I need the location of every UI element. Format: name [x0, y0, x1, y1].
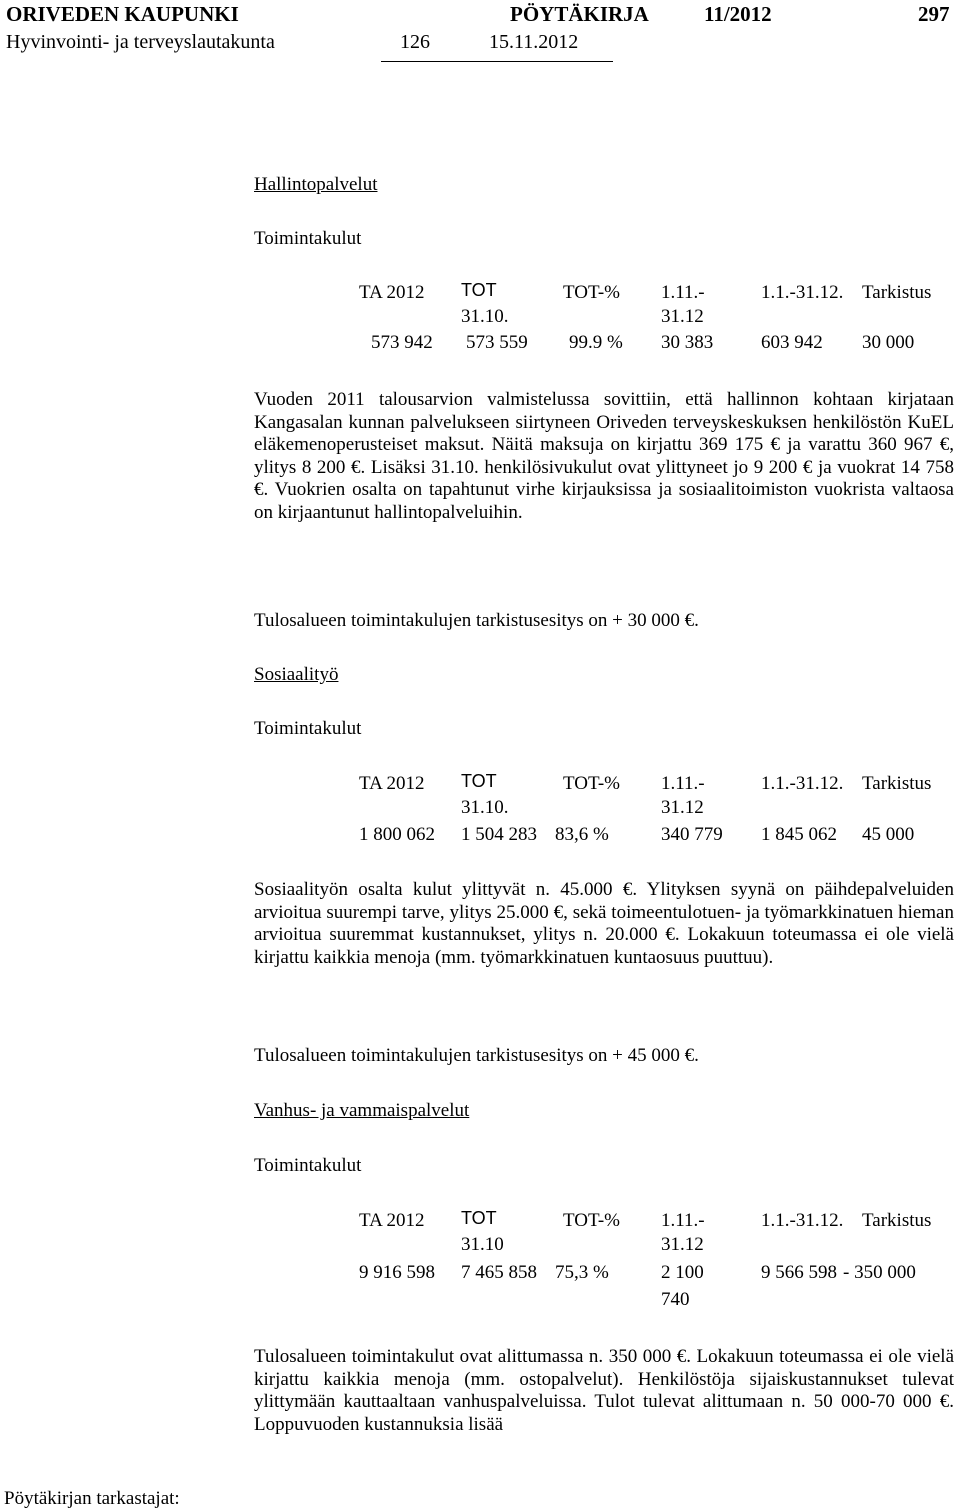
table-header-2: 31.10.: [461, 797, 509, 818]
header-rule: [381, 61, 613, 62]
table-cell: 75,3 %: [555, 1262, 609, 1283]
table-cell: 30 000: [862, 332, 915, 353]
table-header-2: 31.12: [661, 1234, 704, 1255]
table-cell: 7 465 858: [461, 1262, 537, 1283]
section-title: Vanhus- ja vammaispalvelut: [254, 1100, 470, 1121]
board-name: Hyvinvointi- ja terveyslautakunta: [6, 31, 275, 53]
org-name: ORIVEDEN KAUPUNKI: [6, 2, 239, 26]
table-header: TOT-%: [563, 1210, 620, 1231]
table-header: 1.11.-: [661, 282, 705, 303]
table-cell: 2 100: [661, 1262, 704, 1283]
table-header-2: 31.12: [661, 306, 704, 327]
section-subtitle: Toimintakulut: [254, 1155, 362, 1176]
page-number: 297: [918, 2, 950, 26]
paragraph: Tulosalueen toimintakulujen tarkistusesitys on + 45 000 €.: [254, 1045, 699, 1066]
table-header: Tarkistus: [862, 773, 932, 794]
table-cell: 45 000: [862, 824, 915, 845]
table-cell: 30 383: [661, 332, 714, 353]
table-header: TOT-%: [563, 282, 620, 303]
table-header-2: 31.12: [661, 797, 704, 818]
doc-number: 11/2012: [704, 2, 772, 26]
table-header: 1.11.-: [661, 773, 705, 794]
doc-type: PÖYTÄKIRJA: [510, 2, 649, 26]
paragraph: Tulosalueen toimintakulujen tarkistusesitys on + 30 000 €.: [254, 610, 699, 631]
section-title: Sosiaalityö: [254, 664, 339, 685]
table-header: TOT: [461, 1208, 497, 1228]
paragraph: Tulosalueen toimintakulut ovat alittumassa n. 350 000 €. Lokakuun toteumassa ei ole vielä kirjattu kaikkia menoja (mm. ostopalvelut). Henkilöstöja sijaiskustannukset tulevat ylittymään kauttaaltaan vanhuspalveluissa. Tulot tulevat alittumaan n. 50 000-70 000 €. Loppuvuoden kustannuksia lisää: [254, 1346, 954, 1435]
table-header: 1.1.-31.12.: [761, 1210, 844, 1231]
meeting-date: 15.11.2012: [489, 31, 579, 53]
table-header: 1.11.-: [661, 1210, 705, 1231]
table-cell: 603 942: [761, 332, 823, 353]
table-header: 1.1.-31.12.: [761, 282, 844, 303]
table-cell-cont: 740: [661, 1289, 690, 1310]
table-cell: 9 566 598: [761, 1262, 837, 1283]
section-number: 126: [400, 31, 430, 53]
table-header: TA 2012: [359, 282, 425, 303]
table-header: Tarkistus: [862, 282, 932, 303]
table-header: TOT: [461, 771, 497, 791]
footer-label: Pöytäkirjan tarkastajat:: [4, 1488, 180, 1509]
table-header-2: 31.10: [461, 1234, 504, 1255]
table-cell: 9 916 598: [359, 1262, 435, 1283]
table-cell: - 350 000: [843, 1262, 916, 1283]
table-header: TOT: [461, 280, 497, 300]
table-cell: 340 779: [661, 824, 723, 845]
table-cell: 1 845 062: [761, 824, 837, 845]
section-title: Hallintopalvelut: [254, 174, 378, 195]
table-cell: 573 942: [371, 332, 433, 353]
table-cell: 1 504 283: [461, 824, 537, 845]
table-header: TA 2012: [359, 773, 425, 794]
table-header-2: 31.10.: [461, 306, 509, 327]
table-cell: 573 559: [466, 332, 528, 353]
section-subtitle: Toimintakulut: [254, 228, 362, 249]
table-cell: 99.9 %: [569, 332, 623, 353]
section-subtitle: Toimintakulut: [254, 718, 362, 739]
paragraph: Sosiaalityön osalta kulut ylittyvät n. 45.000 €. Ylityksen syynä on päihdepalveluiden arvioitua suurempi tarve, ylitys 25.000 €, sekä toimeentulotuen- ja työmarkkinatuen hieman arvioitua suuremmat kustannukset, ylitys n. 20.000 €. Lokakuun toteumassa ei ole vielä kirjattu kaikkia menoja (mm. työmarkkinatuen kuntaosuus puuttuu).: [254, 879, 954, 968]
table-header: Tarkistus: [862, 1210, 932, 1231]
table-header: TA 2012: [359, 1210, 425, 1231]
table-cell: 83,6 %: [555, 824, 609, 845]
table-cell: 1 800 062: [359, 824, 435, 845]
table-header: TOT-%: [563, 773, 620, 794]
table-header: 1.1.-31.12.: [761, 773, 844, 794]
paragraph: Vuoden 2011 talousarvion valmistelussa sovittiin, että hallinnon kohtaan kirjataan Kangasalan kunnan palvelukseen siirtyneen Oriveden terveyskeskuksen henkilöstön KuEL eläkemenoperusteiset maksut. Näitä maksuja on kirjattu 369 175 € ja varattu 360 967 €, ylitys 8 200 €. Lisäksi 31.10. henkilösivukulut ovat ylittyneet jo 9 200 € ja vuokrat 14 758 €. Vuokrien osalta on tapahtunut virhe kirjauksissa ja sosiaalitoimiston vuokrista valtaosa on kirjaantunut hallintopalveluihin.: [254, 389, 954, 523]
